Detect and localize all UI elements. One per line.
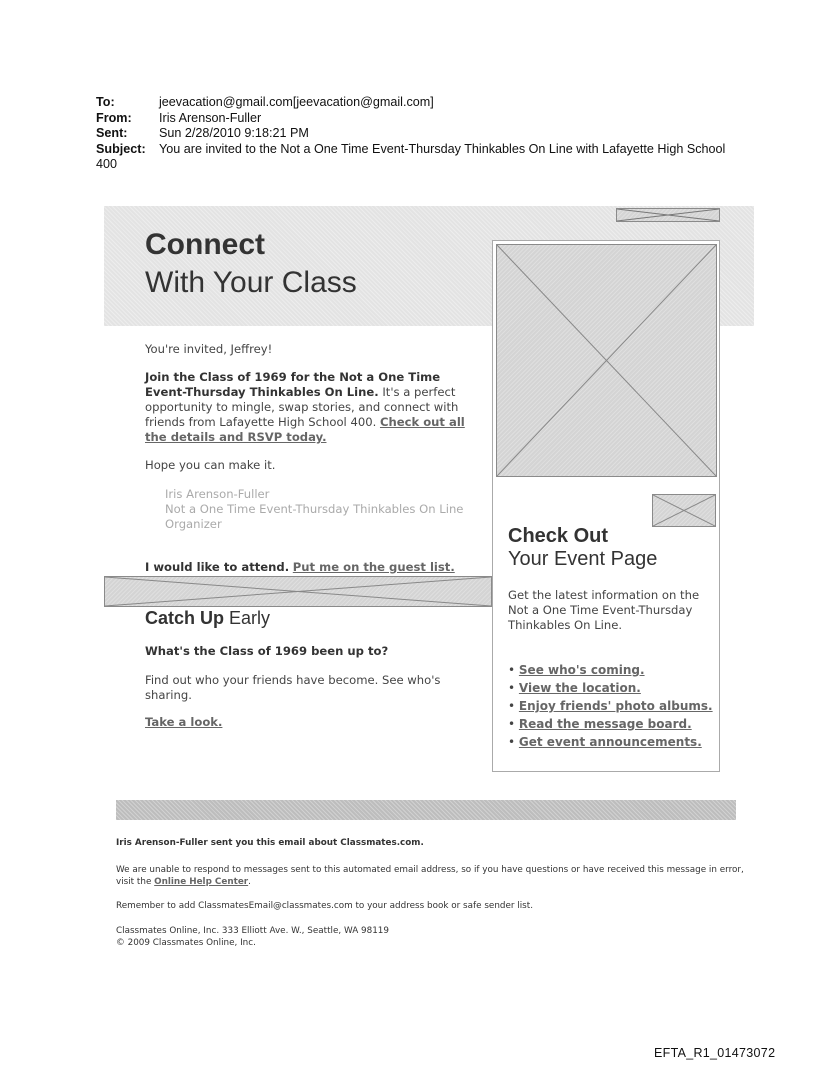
take-a-look-link[interactable]: Take a look. xyxy=(145,715,223,729)
hope-text: Hope you can make it. xyxy=(145,458,276,472)
event-box-text: Get the latest information on the Not a One Time Event-Thursday Thinkables On Line. xyxy=(508,588,700,632)
attend-text: I would like to attend. xyxy=(145,560,290,574)
event-photo-placeholder xyxy=(496,244,717,477)
event-links-list xyxy=(508,661,713,751)
signature-role: Not a One Time Event-Thursday Thinkables On Line Organizer xyxy=(165,502,464,531)
catchup-title xyxy=(145,608,270,629)
catchup-title-rest: Early xyxy=(224,608,271,628)
event-icon-placeholder xyxy=(652,494,716,527)
sent-label: Sent: xyxy=(96,126,128,140)
sender-note-text: Iris Arenson-Fuller sent you this email about Classmates.com. xyxy=(116,838,424,848)
attend-line xyxy=(145,560,455,575)
subject-label: Subject: xyxy=(96,141,146,156)
list-item xyxy=(508,661,713,679)
signature-name: Iris Arenson-Fuller xyxy=(165,487,270,501)
sent-value: Sun 2/28/2010 9:18:21 PM xyxy=(159,126,309,140)
to-label: To: xyxy=(96,95,115,109)
footer-bar xyxy=(116,800,736,820)
invite-paragraph xyxy=(145,370,475,445)
greeting: You're invited, Jeffrey! xyxy=(145,342,273,356)
sender-note xyxy=(116,837,746,849)
catchup-link-wrap xyxy=(145,715,222,730)
email-header xyxy=(96,95,736,173)
list-item xyxy=(508,715,713,733)
catchup-title-bold: Catch Up xyxy=(145,608,225,628)
catchup-text: Find out who your friends have become. See who's sharing. xyxy=(145,673,441,702)
list-item xyxy=(508,733,713,751)
divider-image-placeholder xyxy=(104,576,492,607)
subject-value: You are invited to the Not a One Time Event-Thursday Thinkables On Line with Lafayette High School 400 xyxy=(96,141,726,171)
unable-text: We are unable to respond to messages sent to this automated email address, so if you have questions or have received this message in error, visit the xyxy=(116,865,744,887)
invite-bold-text: Join the Class of 1969 for the Not a One Time Event-Thursday Thinkables On Line. xyxy=(145,370,441,399)
catchup-question xyxy=(145,644,388,659)
view-location-link[interactable]: View the location. xyxy=(518,681,641,695)
message-board-link[interactable]: Read the message board. xyxy=(518,717,692,731)
top-right-image-placeholder xyxy=(616,208,720,222)
guest-list-link[interactable]: Put me on the guest list. xyxy=(292,560,455,574)
document-id: EFTA_R1_01473072 xyxy=(654,1046,776,1060)
unable-note xyxy=(116,864,746,888)
from-label: From: xyxy=(96,110,132,125)
catchup-question-text: What's the Class of 1969 been up to? xyxy=(145,644,389,658)
unable-end: . xyxy=(248,877,251,887)
invite-text: It's a perfect opportunity to mingle, swap stories, and connect with friends from Lafayette High School 400. xyxy=(145,385,459,429)
company-address: Classmates Online, Inc. 333 Elliott Ave. W., Seattle, WA 98119 xyxy=(116,926,390,936)
list-item xyxy=(508,679,713,697)
rsvp-link[interactable]: Check out all the details and RSVP today. xyxy=(145,415,465,444)
safe-sender-note: Remember to add ClassmatesEmail@classmates.com to your address book or safe sender list. xyxy=(116,901,534,911)
see-whos-coming-link[interactable]: See who's coming. xyxy=(518,663,645,677)
banner-title-bold: Connect xyxy=(145,228,265,261)
from-value: Iris Arenson-Fuller xyxy=(159,110,262,125)
event-announcements-link[interactable]: Get event announcements. xyxy=(518,735,702,749)
banner-title: With Your Class xyxy=(145,266,357,299)
copyright: © 2009 Classmates Online, Inc. xyxy=(116,938,256,948)
event-box-title-bold: Check Out xyxy=(508,525,609,547)
help-center-link[interactable]: Online Help Center xyxy=(154,877,249,887)
photo-albums-link[interactable]: Enjoy friends' photo albums. xyxy=(518,699,713,713)
event-box-title: Your Event Page xyxy=(508,548,658,570)
to-value: jeevacation@gmail.com[jeevacation@gmail.com] xyxy=(159,95,434,109)
list-item xyxy=(508,697,713,715)
